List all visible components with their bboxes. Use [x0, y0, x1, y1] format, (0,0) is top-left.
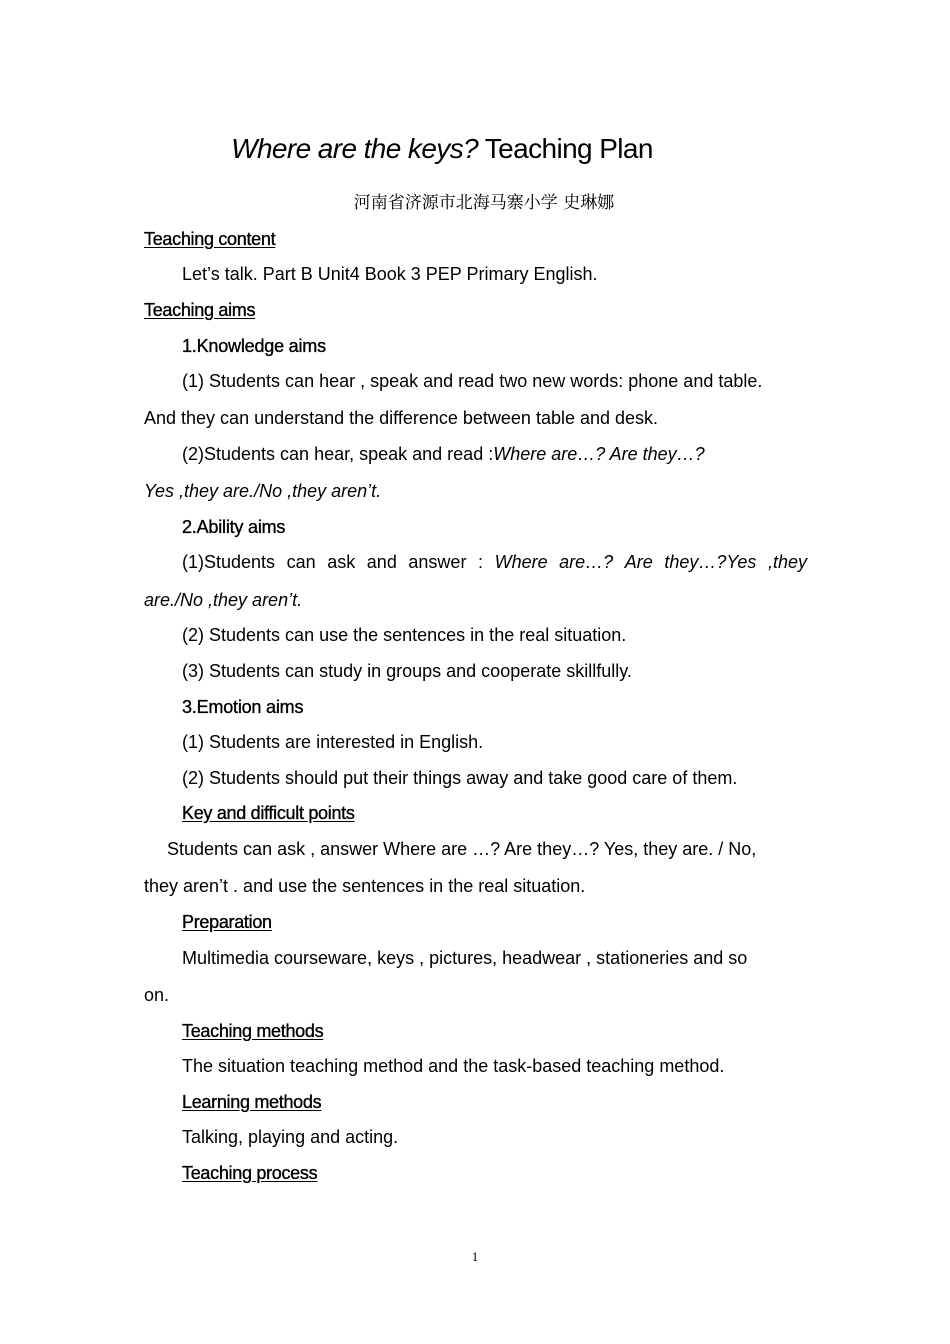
knowledge-item-2-line-1	[182, 442, 705, 466]
heading-knowledge-aims: 1.Knowledge aims	[182, 336, 326, 356]
heading-teaching-process: Teaching process	[182, 1163, 318, 1183]
knowledge-item-1-line-2: And they can understand the difference between table and desk.	[144, 408, 659, 428]
ability-word: and	[366, 552, 397, 572]
page-number: 1	[471, 1249, 479, 1264]
knowledge-item-2-plain: (2)Students can hear, speak and read :	[182, 444, 494, 464]
heading-key-points: Key and difficult points	[182, 803, 355, 823]
author-line: 河南省济源市北海马寨小学 史琳娜	[353, 193, 615, 213]
heading-ability-aims: 2.Ability aims	[182, 517, 286, 537]
preparation-line-2: on.	[144, 985, 170, 1005]
ability-item-3: (3) Students can study in groups and cooperate skillfully.	[182, 661, 632, 681]
ability-word: answer	[408, 552, 467, 572]
emotion-item-1: (1) Students are interested in English.	[182, 732, 484, 752]
knowledge-item-2-italic: Where are…? Are they…?	[493, 444, 705, 464]
heading-emotion-aims: 3.Emotion aims	[182, 697, 304, 717]
knowledge-item-2-line-2: Yes ,they are./No ,they aren’t.	[144, 481, 382, 501]
heading-teaching-content: Teaching content	[144, 229, 276, 249]
learning-methods-text: Talking, playing and acting.	[182, 1127, 399, 1147]
teaching-content-text: Let’s talk. Part B Unit4 Book 3 PEP Primary English.	[182, 264, 598, 284]
ability-italic-word: Where	[494, 552, 548, 572]
ability-item-1-line-2: are./No ,they aren’t.	[144, 590, 303, 610]
key-points-line-2: they aren’t . and use the sentences in the real situation.	[144, 876, 586, 896]
title-plain: Teaching Plan	[478, 133, 653, 164]
ability-word: :	[478, 552, 484, 572]
key-points-line-1: Students can ask , answer Where are …? Are they…? Yes, they are. / No,	[167, 839, 757, 859]
ability-item-1-line-1	[182, 550, 807, 574]
ability-italic-word: are…?	[559, 552, 614, 572]
teaching-methods-text: The situation teaching method and the task-based teaching method.	[182, 1056, 725, 1076]
ability-word: (1)Students	[182, 552, 276, 572]
ability-word: ask	[327, 552, 356, 572]
emotion-item-2: (2) Students should put their things away and take good care of them.	[182, 768, 738, 788]
heading-teaching-aims: Teaching aims	[144, 300, 256, 320]
preparation-line-1: Multimedia courseware, keys , pictures, headwear , stationeries and so	[182, 948, 748, 968]
knowledge-item-1-line-1: (1) Students can hear , speak and read two new words: phone and table.	[182, 371, 763, 391]
ability-italic-word: ,they	[767, 552, 807, 572]
page-title	[0, 131, 884, 167]
ability-italic-word: they…?Yes	[664, 552, 757, 572]
heading-preparation: Preparation	[182, 912, 272, 932]
heading-teaching-methods: Teaching methods	[182, 1021, 324, 1041]
ability-item-2: (2) Students can use the sentences in the real situation.	[182, 625, 627, 645]
ability-italic-word: Are	[624, 552, 653, 572]
ability-word: can	[286, 552, 316, 572]
title-italic: Where are the keys?	[231, 133, 479, 164]
heading-learning-methods: Learning methods	[182, 1092, 322, 1112]
